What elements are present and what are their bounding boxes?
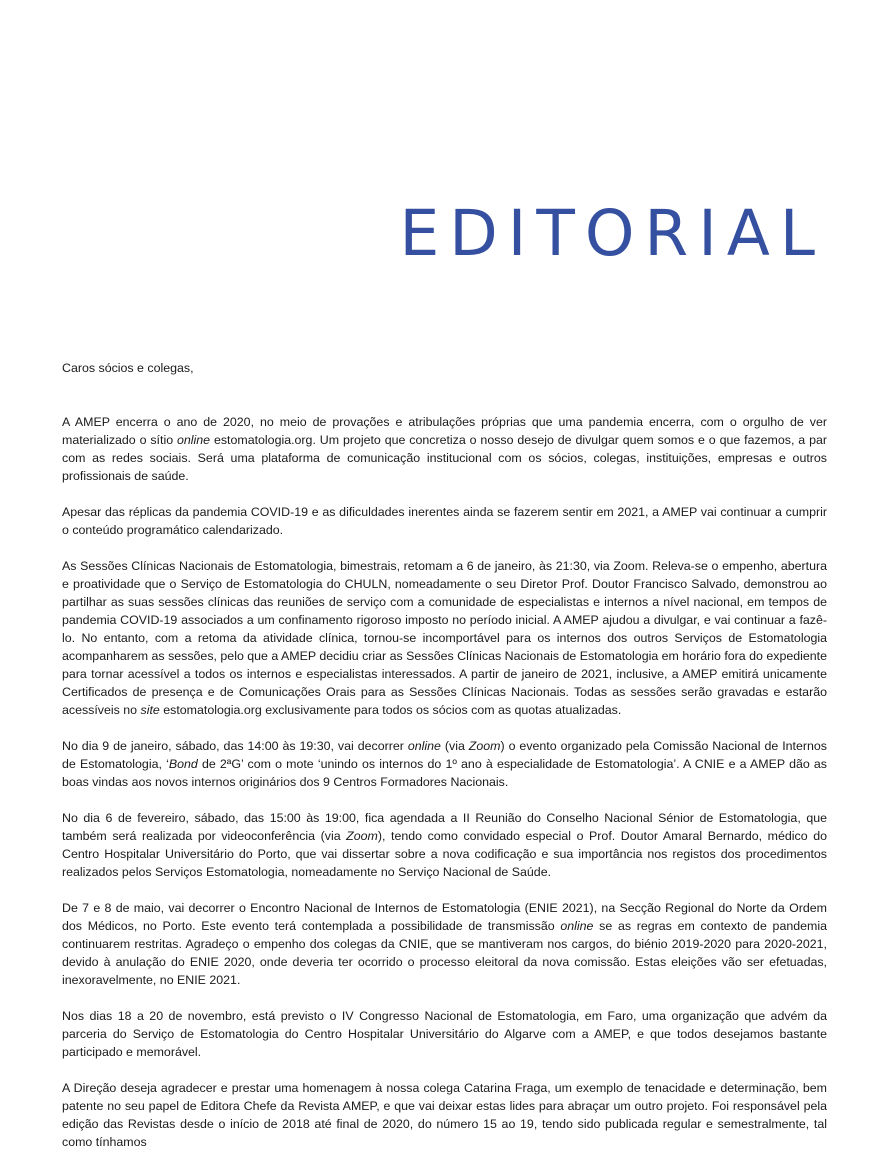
- paragraph-covid: Apesar das réplicas da pandemia COVID-19 e as dificuldades inerentes ainda se fazerem sentir em 2021, a AMEP vai continuar a cumprir o conteúdo programático calendarizado.: [62, 505, 827, 537]
- paragraph-enie: De 7 e 8 de maio, vai decorrer o Encontro Nacional de Internos de Estomatologia (ENIE 2021), na Secção Regional do Norte da Ordem dos Médicos, no Porto. Este evento terá contemplada a possibilidade de transmissão online se as regras em contexto de pandemia continuarem restritas. Agradeço o empenho dos colegas da CNIE, que se mantiveram nos cargos, do biénio 2019-2020 para 2020-2021, devido à anulação do ENIE 2020, onde deveria ter ocorrido o processo eleitoral da nova comissão. Estas eleições vão ser efetuadas, inexoravelmente, no ENIE 2021.: [62, 901, 827, 987]
- paragraph-senior-council: No dia 6 de fevereiro, sábado, das 15:00 às 19:00, fica agendada a II Reunião do Conselho Nacional Sénior de Estomatologia, que também será realizada por videoconferência (via Zoom), tendo como convidado especial o Prof. Doutor Amaral Bernardo, médico do Centro Hospitalar Universitário do Porto, que vai dissertar sobre a nova codificação e sua importância nos registos dos procedimentos realizados pelos Serviços Estomatologia, nomeadamente no Serviço Nacional de Saúde.: [62, 811, 827, 879]
- paragraph-clinical-sessions: As Sessões Clínicas Nacionais de Estomatologia, bimestrais, retomam a 6 de janeiro, às 21:30, via Zoom. Releva-se o empenho, abertura e proatividade que o Serviço de Estomatologia do CHULN, nomeadamente o seu Diretor Prof. Doutor Francisco Salvado, demonstrou ao partilhar as suas sessões clínicas das reuniões de serviço com a comunidade de especialistas e internos a nível nacional, em tempos de pandemia COVID-19 associados a um confinamento rigoroso imposto no período inicial. A AMEP ajudou a divulgar, e vai continuar a fazê-lo. No entanto, com a retoma da atividade clínica, tornou-se incomportável para os internos dos outros Serviços de Estomatologia acompanharem as sessões, pelo que a AMEP decidiu criar as Sessões Clínicas Nacionais de Estomatologia em horário fora do expediente para tornar acessível a todos os internos e especialistas interessados. A partir de janeiro de 2021, inclusive, a AMEP emitirá unicamente Certificados de presença e de Comunicações Orais para as Sessões Clínicas Nacionais. Todas as sessões serão gravadas e estarão acessíveis no site estomatologia.org exclusivamente para todos os sócios com as quotas atualizadas.: [62, 559, 827, 717]
- paragraph-cnie-event: No dia 9 de janeiro, sábado, das 14:00 às 19:30, vai decorrer online (via Zoom) o evento organizado pela Comissão Nacional de Internos de Estomatologia, ‘Bond de 2ªG’ com o mote ‘unindo os internos do 1º ano à especialidade de Estomatologia’. A CNIE e a AMEP dão as boas vindas aos novos internos originários dos 9 Centros Formadores Nacionais.: [62, 739, 827, 789]
- editorial-body: [62, 359, 827, 1169]
- greeting: Caros sócios e colegas,: [62, 361, 194, 375]
- paragraph-website: A AMEP encerra o ano de 2020, no meio de provações e atribulações próprias que uma pandemia encerra, com o orgulho de ver materializado o sítio online estomatologia.org. Um projeto que concretiza o nosso desejo de divulgar quem somos e o que fazemos, a par com as redes sociais. Será uma plataforma de comunicação institucional com os sócios, colegas, instituições, empresas e outros profissionais de saúde.: [62, 415, 827, 483]
- page-title: EDITORIAL: [399, 197, 825, 270]
- paragraph-congress: Nos dias 18 a 20 de novembro, está previsto o IV Congresso Nacional de Estomatologia, em Faro, uma organização que advém da parceria do Serviço de Estomatologia do Centro Hospitalar Universitário do Algarve com a AMEP, e que todos desejamos bastante participado e memorável.: [62, 1009, 827, 1059]
- paragraph-tribute: A Direção deseja agradecer e prestar uma homenagem à nossa colega Catarina Fraga, um exemplo de tenacidade e determinação, bem patente no seu papel de Editora Chefe da Revista AMEP, e que vai deixar estas lides para abraçar um outro projeto. Foi responsável pela edição das Revistas desde o início de 2018 até final de 2020, do número 15 ao 19, tendo sido publicada regular e semestralmente, tal como tínhamos: [62, 1081, 827, 1149]
